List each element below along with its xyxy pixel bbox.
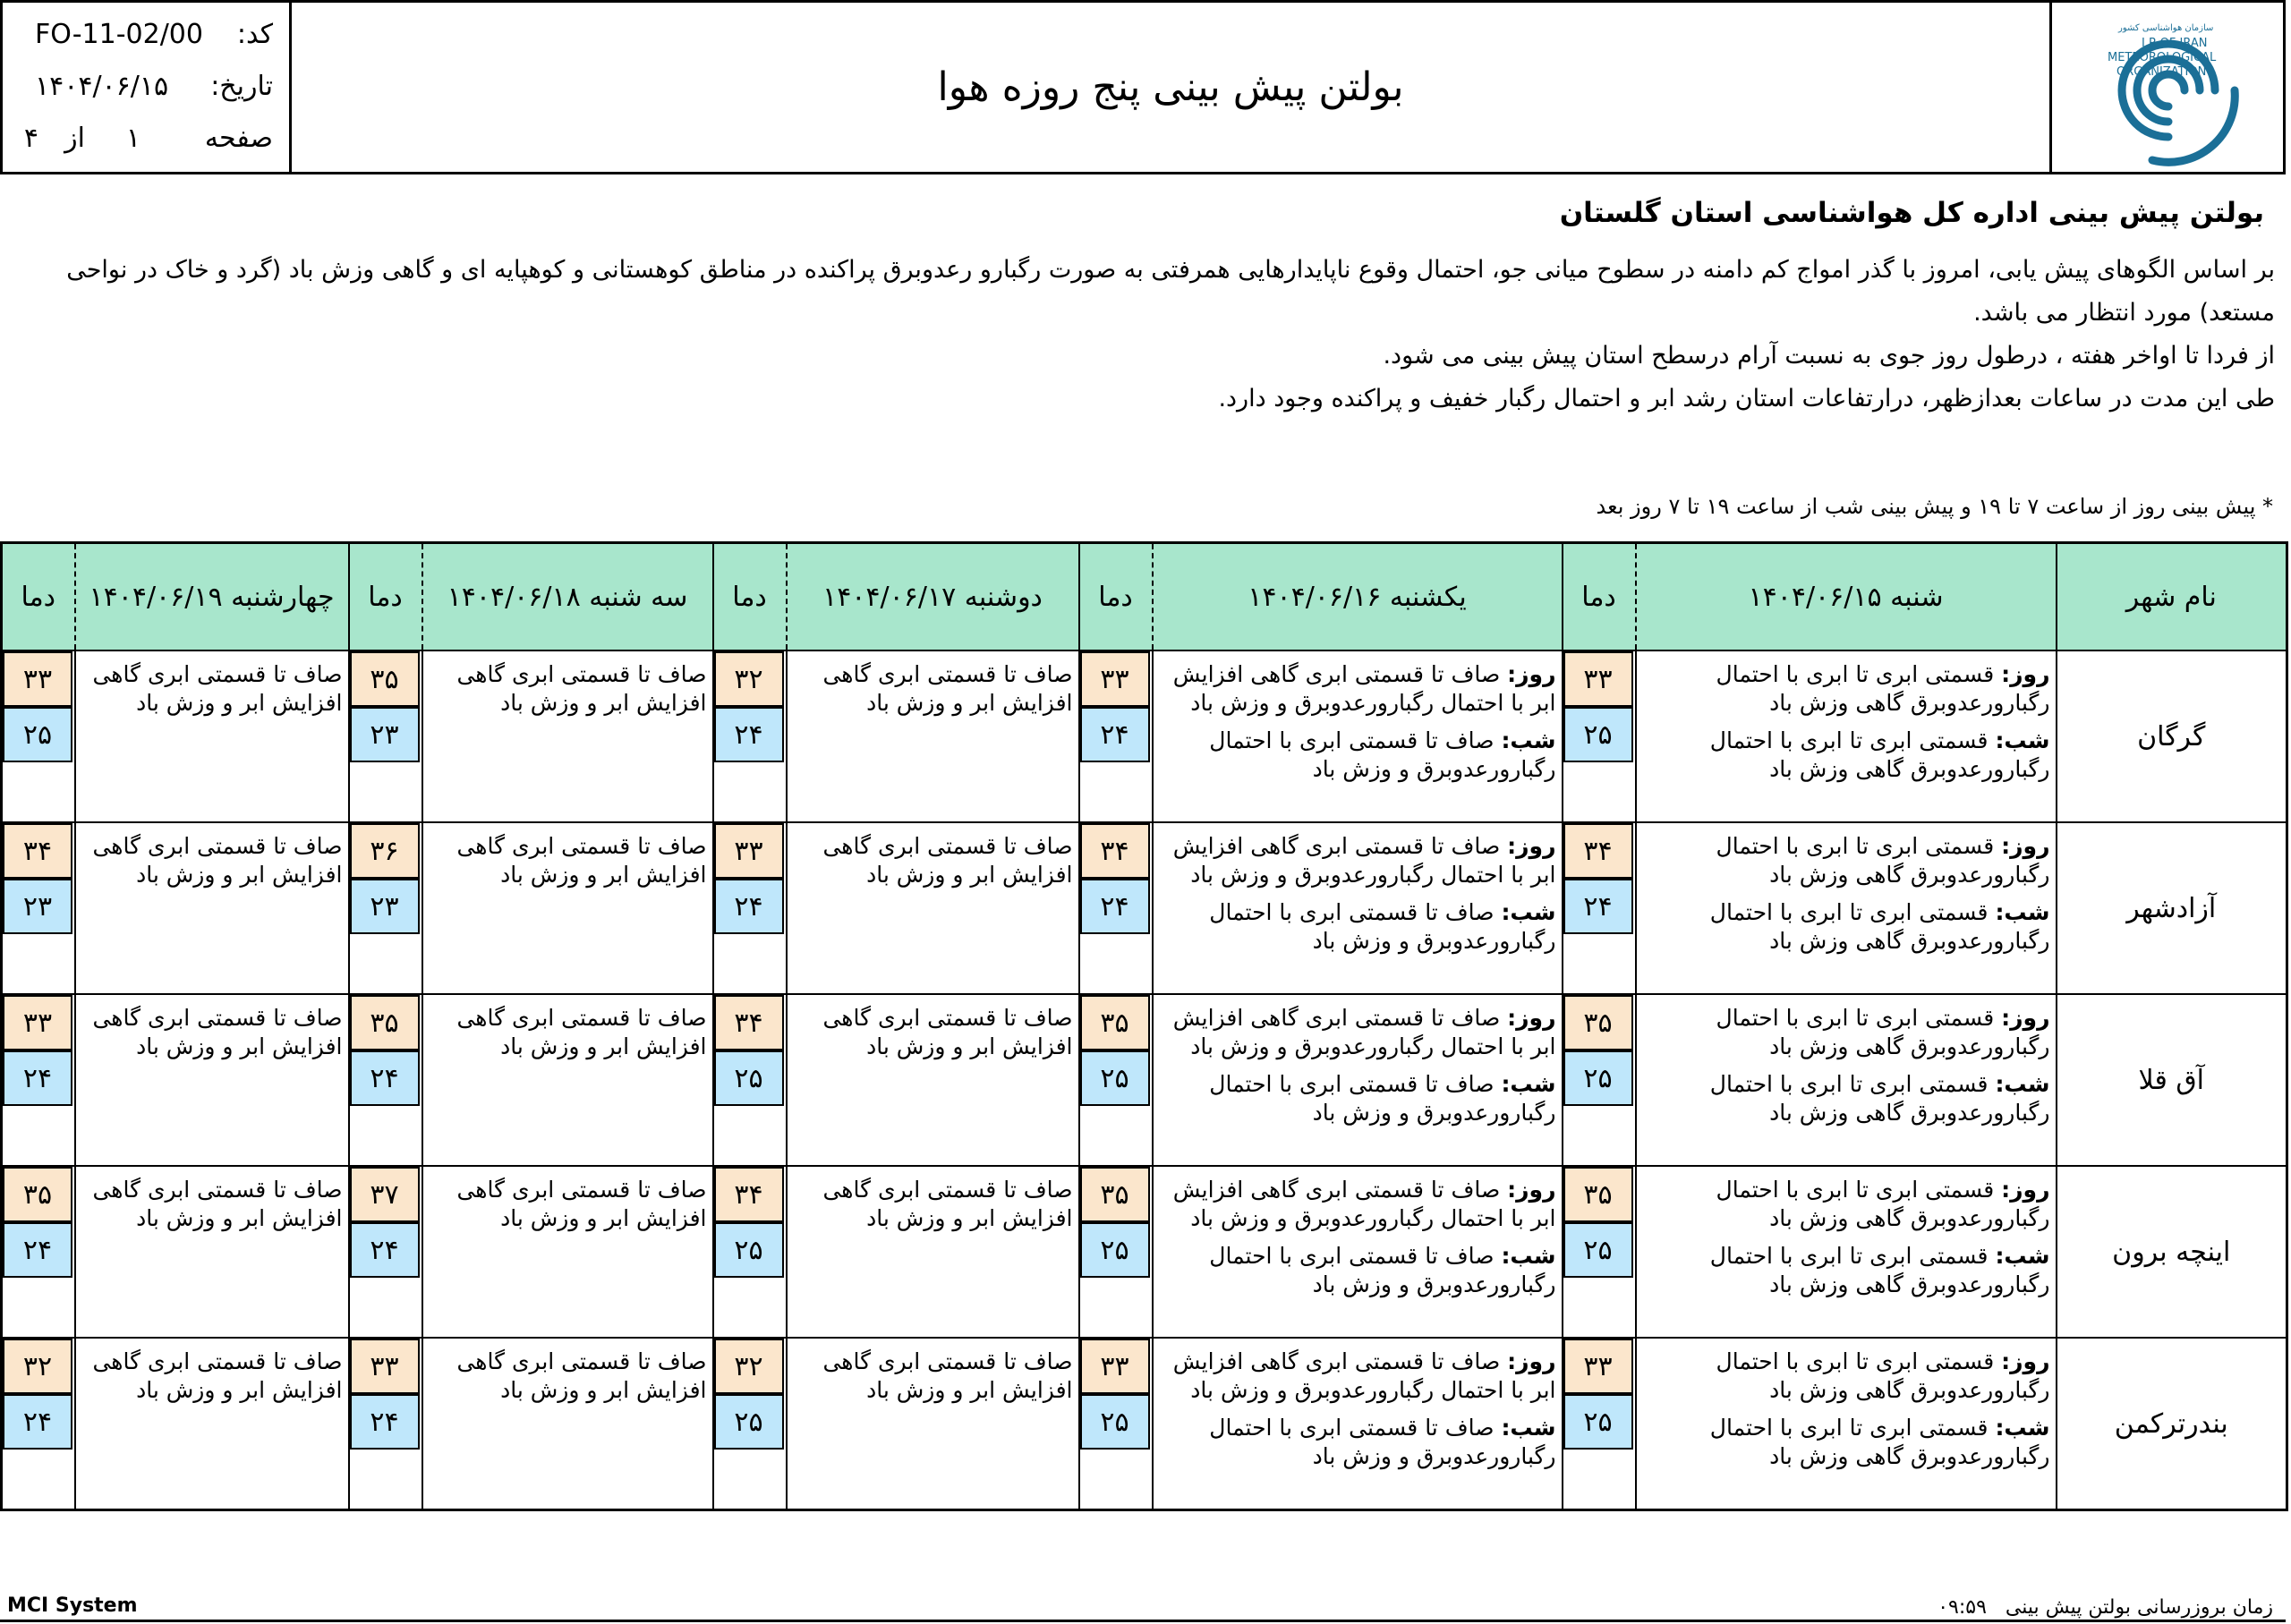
bulletin-title-cell — [289, 3, 2052, 172]
forecast-cell — [1153, 650, 1563, 822]
day-header-1: شنبه ۱۴۰۴/۰۶/۱۵ — [1636, 543, 2057, 651]
min-temp: ۲۴ — [714, 879, 784, 934]
forecast-text: صاف تا قسمتی ابری گاهی افزایش ابر و وزش باد — [92, 1005, 343, 1059]
table-row — [2, 822, 2287, 994]
city-name: آق قلا — [2057, 994, 2287, 1166]
day-label: روز: — [1507, 1348, 1556, 1374]
forecast-cell — [1636, 1166, 2057, 1338]
night-forecast: قسمتی ابری تا ابری با احتمال رگبارورعدوبرق گاهی وزش باد — [1709, 1415, 2050, 1469]
max-temp: ۳۳ — [3, 651, 72, 707]
day-label: روز: — [1507, 833, 1556, 859]
temp-cell — [349, 650, 422, 822]
night-label: شب: — [1501, 727, 1556, 753]
temp-cell — [713, 1166, 787, 1338]
max-temp: ۳۵ — [1563, 1167, 1633, 1222]
max-temp: ۳۴ — [1080, 823, 1150, 879]
forecast-cell — [422, 994, 713, 1166]
date-value: ۱۴۰۴/۰۶/۱۵ — [35, 71, 169, 102]
temp-cell — [2, 650, 75, 822]
temp-cell — [2, 822, 75, 994]
min-temp: ۲۵ — [1563, 1394, 1633, 1450]
min-temp: ۲۵ — [714, 1394, 784, 1450]
page-row — [15, 123, 273, 167]
logo-line1: I.R.OF IRAN — [2142, 37, 2208, 50]
code-row — [15, 19, 273, 64]
forecast-text: صاف تا قسمتی ابری گاهی افزایش ابر و وزش باد — [456, 661, 707, 716]
day-forecast: صاف تا قسمتی ابری گاهی افزایش ابر با احتمال رگبارورعدوبرق و وزش باد — [1172, 1005, 1556, 1059]
night-forecast: صاف تا قسمتی ابری با احتمال رگبارورعدوبرق و وزش باد — [1209, 899, 1556, 954]
min-temp: ۲۴ — [714, 707, 784, 762]
table-row — [2, 1166, 2287, 1338]
night-forecast: صاف تا قسمتی ابری با احتمال رگبارورعدوبرق و وزش باد — [1209, 1071, 1556, 1126]
min-temp: ۲۵ — [1563, 1050, 1633, 1106]
max-temp: ۳۲ — [714, 1339, 784, 1394]
temp-header-5: دما — [2, 543, 75, 651]
temp-header-3: دما — [713, 543, 787, 651]
date-label: تاریخ: — [210, 71, 273, 102]
organization-logo — [2049, 3, 2283, 172]
bulletin-header — [0, 0, 2286, 174]
night-forecast: صاف تا قسمتی ابری با احتمال رگبارورعدوبرق و وزش باد — [1209, 1243, 1556, 1297]
temp-cell — [1563, 822, 1636, 994]
day-forecast: صاف تا قسمتی ابری گاهی افزایش ابر با احتمال رگبارورعدوبرق و وزش باد — [1172, 833, 1556, 888]
city-name: اینچه برون — [2057, 1166, 2287, 1338]
night-forecast: قسمتی ابری تا ابری با احتمال رگبارورعدوبرق گاهی وزش باد — [1709, 899, 2050, 954]
document-meta — [3, 3, 292, 172]
temp-cell — [713, 650, 787, 822]
page-current: ۱ — [125, 123, 141, 154]
code-label: کد: — [236, 19, 273, 50]
max-temp: ۳۴ — [714, 995, 784, 1050]
max-temp: ۳۴ — [3, 823, 72, 879]
city-name: گرگان — [2057, 650, 2287, 822]
min-temp: ۲۵ — [1080, 1050, 1150, 1106]
day-label: روز: — [2001, 833, 2050, 859]
min-temp: ۲۴ — [350, 1222, 420, 1278]
temp-header-4: دما — [349, 543, 422, 651]
min-temp: ۲۴ — [3, 1222, 72, 1278]
table-row — [2, 1338, 2287, 1510]
day-label: روز: — [2001, 1005, 2050, 1031]
temp-cell — [2, 994, 75, 1166]
night-label: شب: — [1501, 899, 1556, 925]
max-temp: ۳۵ — [1563, 995, 1633, 1050]
min-temp: ۲۴ — [1080, 707, 1150, 762]
page-label: صفحه — [204, 123, 273, 154]
date-row — [15, 71, 273, 115]
forecast-text: صاف تا قسمتی ابری گاهی افزایش ابر و وزش باد — [92, 661, 343, 716]
forecast-cell — [1153, 1338, 1563, 1510]
day-label: روز: — [1507, 1005, 1556, 1031]
city-column-header: نام شهر — [2057, 543, 2287, 651]
max-temp: ۳۲ — [3, 1339, 72, 1394]
max-temp: ۳۳ — [1080, 1339, 1150, 1394]
min-temp: ۲۵ — [1563, 1222, 1633, 1278]
forecast-text: صاف تا قسمتی ابری گاهی افزایش ابر و وزش باد — [92, 833, 343, 888]
table-row — [2, 994, 2287, 1166]
temp-cell — [713, 994, 787, 1166]
description-paragraph-1: بر اساس الگوهای پیش یابی، امروز با گذر امواج کم دامنه در سطوح میانی جو، احتمال وقوع ناپایدارهایی همرفتی به صورت رگبارو رعدوبرق پراکنده در مناطق کوهستانی و کوهپایه ای و گاهی وزش باد (گرد و خاک در نواحی مستعد) مورد انتظار می باشد. — [66, 256, 2275, 327]
day-label: روز: — [1507, 1177, 1556, 1203]
code-value: FO-11-02/00 — [35, 19, 203, 50]
table-header-row — [2, 543, 2287, 651]
forecast-text: صاف تا قسمتی ابری گاهی افزایش ابر و وزش باد — [456, 833, 707, 888]
min-temp: ۲۵ — [1563, 707, 1633, 762]
temp-cell — [2, 1338, 75, 1510]
min-temp: ۲۴ — [1563, 879, 1633, 934]
page-of: از — [64, 123, 85, 154]
night-label: شب: — [1501, 1415, 1556, 1441]
forecast-text: صاف تا قسمتی ابری گاهی افزایش ابر و وزش باد — [456, 1177, 707, 1231]
day-header-3: دوشنبه ۱۴۰۴/۰۶/۱۷ — [787, 543, 1079, 651]
temp-cell — [713, 1338, 787, 1510]
max-temp: ۳۴ — [714, 1167, 784, 1222]
min-temp: ۲۳ — [350, 879, 420, 934]
max-temp: ۳۵ — [350, 995, 420, 1050]
max-temp: ۳۴ — [1563, 823, 1633, 879]
forecast-text: صاف تا قسمتی ابری گاهی افزایش ابر و وزش باد — [92, 1177, 343, 1231]
temp-cell — [1079, 1338, 1153, 1510]
min-temp: ۲۵ — [714, 1222, 784, 1278]
logo-org-fa: سازمان هواشناسی کشور — [2118, 23, 2214, 33]
day-header-2: یکشنبه ۱۴۰۴/۰۶/۱۶ — [1153, 543, 1563, 651]
temp-cell — [1079, 1166, 1153, 1338]
temp-header-1: دما — [1563, 543, 1636, 651]
forecast-text: صاف تا قسمتی ابری گاهی افزایش ابر و وزش باد — [822, 1177, 1073, 1231]
forecast-cell — [422, 650, 713, 822]
city-name: آزادشهر — [2057, 822, 2287, 994]
day-forecast: صاف تا قسمتی ابری گاهی افزایش ابر با احتمال رگبارورعدوبرق و وزش باد — [1172, 661, 1556, 716]
day-label: روز: — [2001, 1177, 2050, 1203]
temp-cell — [349, 1166, 422, 1338]
min-temp: ۲۳ — [350, 707, 420, 762]
forecast-time-note: * پیش بینی روز از ساعت ۷ تا ۱۹ و پیش بینی شب از ساعت ۱۹ تا ۷ روز بعد — [1596, 494, 2273, 519]
day-label: روز: — [1507, 661, 1556, 687]
night-label: شب: — [1995, 1071, 2050, 1097]
forecast-cell — [75, 822, 349, 994]
night-forecast: قسمتی ابری تا ابری با احتمال رگبارورعدوبرق گاهی وزش باد — [1709, 727, 2050, 782]
night-label: شب: — [1995, 1415, 2050, 1441]
forecast-cell — [787, 650, 1079, 822]
system-name: MCI System — [7, 1594, 138, 1617]
min-temp: ۲۳ — [3, 879, 72, 934]
temp-cell — [1563, 1166, 1636, 1338]
temp-cell — [349, 994, 422, 1166]
city-name: بندرترکمن — [2057, 1338, 2287, 1510]
min-temp: ۲۴ — [350, 1394, 420, 1450]
day-label: روز: — [2001, 1348, 2050, 1374]
forecast-text: صاف تا قسمتی ابری گاهی افزایش ابر و وزش باد — [822, 1348, 1073, 1403]
temp-header-2: دما — [1079, 543, 1153, 651]
temp-cell — [1563, 650, 1636, 822]
description-paragraph-2: از فردا تا اواخر هفته ، درطول روز جوی به نسبت آرام درسطح استان پیش بینی می شود. — [1383, 342, 2275, 370]
forecast-text: صاف تا قسمتی ابری گاهی افزایش ابر و وزش باد — [822, 661, 1073, 716]
day-forecast: قسمتی ابری تا ابری با احتمال رگبارورعدوبرق گاهی وزش باد — [1716, 1177, 2050, 1231]
forecast-table — [0, 541, 2288, 1511]
footer-divider — [0, 1620, 2286, 1622]
night-label: شب: — [1501, 1243, 1556, 1269]
min-temp: ۲۵ — [1080, 1394, 1150, 1450]
forecast-cell — [787, 1338, 1079, 1510]
max-temp: ۳۳ — [350, 1339, 420, 1394]
max-temp: ۳۶ — [350, 823, 420, 879]
forecast-text: صاف تا قسمتی ابری گاهی افزایش ابر و وزش باد — [456, 1005, 707, 1059]
forecast-cell — [1153, 822, 1563, 994]
max-temp: ۳۳ — [714, 823, 784, 879]
day-forecast: صاف تا قسمتی ابری گاهی افزایش ابر با احتمال رگبارورعدوبرق و وزش باد — [1172, 1177, 1556, 1231]
forecast-cell — [787, 1166, 1079, 1338]
forecast-cell — [1153, 1166, 1563, 1338]
forecast-cell — [1636, 822, 2057, 994]
temp-cell — [1079, 994, 1153, 1166]
forecast-cell — [1636, 994, 2057, 1166]
day-header-4: سه شنبه ۱۴۰۴/۰۶/۱۸ — [422, 543, 713, 651]
temp-cell — [2, 1166, 75, 1338]
bulletin-title: بولتن پیش بینی پنج روزه هوا — [937, 64, 1404, 110]
max-temp: ۳۷ — [350, 1167, 420, 1222]
min-temp: ۲۴ — [350, 1050, 420, 1106]
forecast-cell — [422, 822, 713, 994]
forecast-text: صاف تا قسمتی ابری گاهی افزایش ابر و وزش باد — [822, 833, 1073, 888]
min-temp: ۲۵ — [3, 707, 72, 762]
forecast-text: صاف تا قسمتی ابری گاهی افزایش ابر و وزش باد — [92, 1348, 343, 1403]
day-forecast: قسمتی ابری تا ابری با احتمال رگبارورعدوبرق گاهی وزش باد — [1716, 661, 2050, 716]
forecast-text: صاف تا قسمتی ابری گاهی افزایش ابر و وزش باد — [456, 1348, 707, 1403]
night-label: شب: — [1995, 727, 2050, 753]
update-time-value: ۰۹:۵۹ — [1938, 1596, 1987, 1619]
temp-cell — [349, 1338, 422, 1510]
night-label: شب: — [1501, 1071, 1556, 1097]
min-temp: ۲۴ — [3, 1394, 72, 1450]
max-temp: ۳۵ — [1080, 995, 1150, 1050]
day-forecast: قسمتی ابری تا ابری با احتمال رگبارورعدوبرق گاهی وزش باد — [1716, 1348, 2050, 1403]
day-forecast: صاف تا قسمتی ابری گاهی افزایش ابر با احتمال رگبارورعدوبرق و وزش باد — [1172, 1348, 1556, 1403]
forecast-cell — [75, 994, 349, 1166]
table-row — [2, 650, 2287, 822]
update-time — [1938, 1596, 2273, 1619]
day-forecast: قسمتی ابری تا ابری با احتمال رگبارورعدوبرق گاهی وزش باد — [1716, 1005, 2050, 1059]
forecast-cell — [75, 650, 349, 822]
day-label: روز: — [2001, 661, 2050, 687]
temp-cell — [1079, 650, 1153, 822]
forecast-cell — [787, 822, 1079, 994]
forecast-cell — [1153, 994, 1563, 1166]
night-forecast: قسمتی ابری تا ابری با احتمال رگبارورعدوبرق گاهی وزش باد — [1709, 1243, 2050, 1297]
day-forecast: قسمتی ابری تا ابری با احتمال رگبارورعدوبرق گاهی وزش باد — [1716, 833, 2050, 888]
min-temp: ۲۴ — [1080, 879, 1150, 934]
min-temp: ۲۵ — [714, 1050, 784, 1106]
temp-cell — [1563, 994, 1636, 1166]
max-temp: ۳۵ — [350, 651, 420, 707]
update-label: زمان بروزرسانی بولتن پیش بینی — [2005, 1596, 2273, 1619]
logo-line2: METEOROLOGICAL — [2108, 51, 2217, 64]
forecast-cell — [422, 1338, 713, 1510]
description-paragraph-3: طی این مدت در ساعات بعدازظهر، درارتفاعات استان رشد ابر و احتمال رگبار خفیف و پراکنده وجود دارد. — [1218, 385, 2275, 412]
night-label: شب: — [1995, 1243, 2050, 1269]
forecast-cell — [422, 1166, 713, 1338]
night-forecast: صاف تا قسمتی ابری با احتمال رگبارورعدوبرق و وزش باد — [1209, 727, 1556, 782]
max-temp: ۳۳ — [1563, 1339, 1633, 1394]
meteorological-logo-icon — [2052, 3, 2283, 172]
temp-cell — [713, 822, 787, 994]
logo-line3: ORGANIZATION — [2116, 65, 2207, 79]
forecast-cell — [75, 1166, 349, 1338]
max-temp: ۳۳ — [3, 995, 72, 1050]
max-temp: ۳۵ — [1080, 1167, 1150, 1222]
max-temp: ۳۲ — [714, 651, 784, 707]
max-temp: ۳۵ — [3, 1167, 72, 1222]
min-temp: ۲۴ — [3, 1050, 72, 1106]
forecast-text: صاف تا قسمتی ابری گاهی افزایش ابر و وزش باد — [822, 1005, 1073, 1059]
temp-cell — [349, 822, 422, 994]
province-title: بولتن پیش بینی اداره کل هواشناسی استان گلستان — [1559, 197, 2264, 229]
forecast-cell — [1636, 650, 2057, 822]
forecast-cell — [787, 994, 1079, 1166]
temp-cell — [1079, 822, 1153, 994]
max-temp: ۳۳ — [1563, 651, 1633, 707]
temp-cell — [1563, 1338, 1636, 1510]
night-forecast: صاف تا قسمتی ابری با احتمال رگبارورعدوبرق و وزش باد — [1209, 1415, 1556, 1469]
day-header-5: چهارشنبه ۱۴۰۴/۰۶/۱۹ — [75, 543, 349, 651]
min-temp: ۲۵ — [1080, 1222, 1150, 1278]
page-total: ۴ — [23, 123, 38, 154]
forecast-cell — [75, 1338, 349, 1510]
forecast-cell — [1636, 1338, 2057, 1510]
night-forecast: قسمتی ابری تا ابری با احتمال رگبارورعدوبرق گاهی وزش باد — [1709, 1071, 2050, 1126]
forecast-description — [20, 249, 2275, 421]
night-label: شب: — [1995, 899, 2050, 925]
max-temp: ۳۳ — [1080, 651, 1150, 707]
